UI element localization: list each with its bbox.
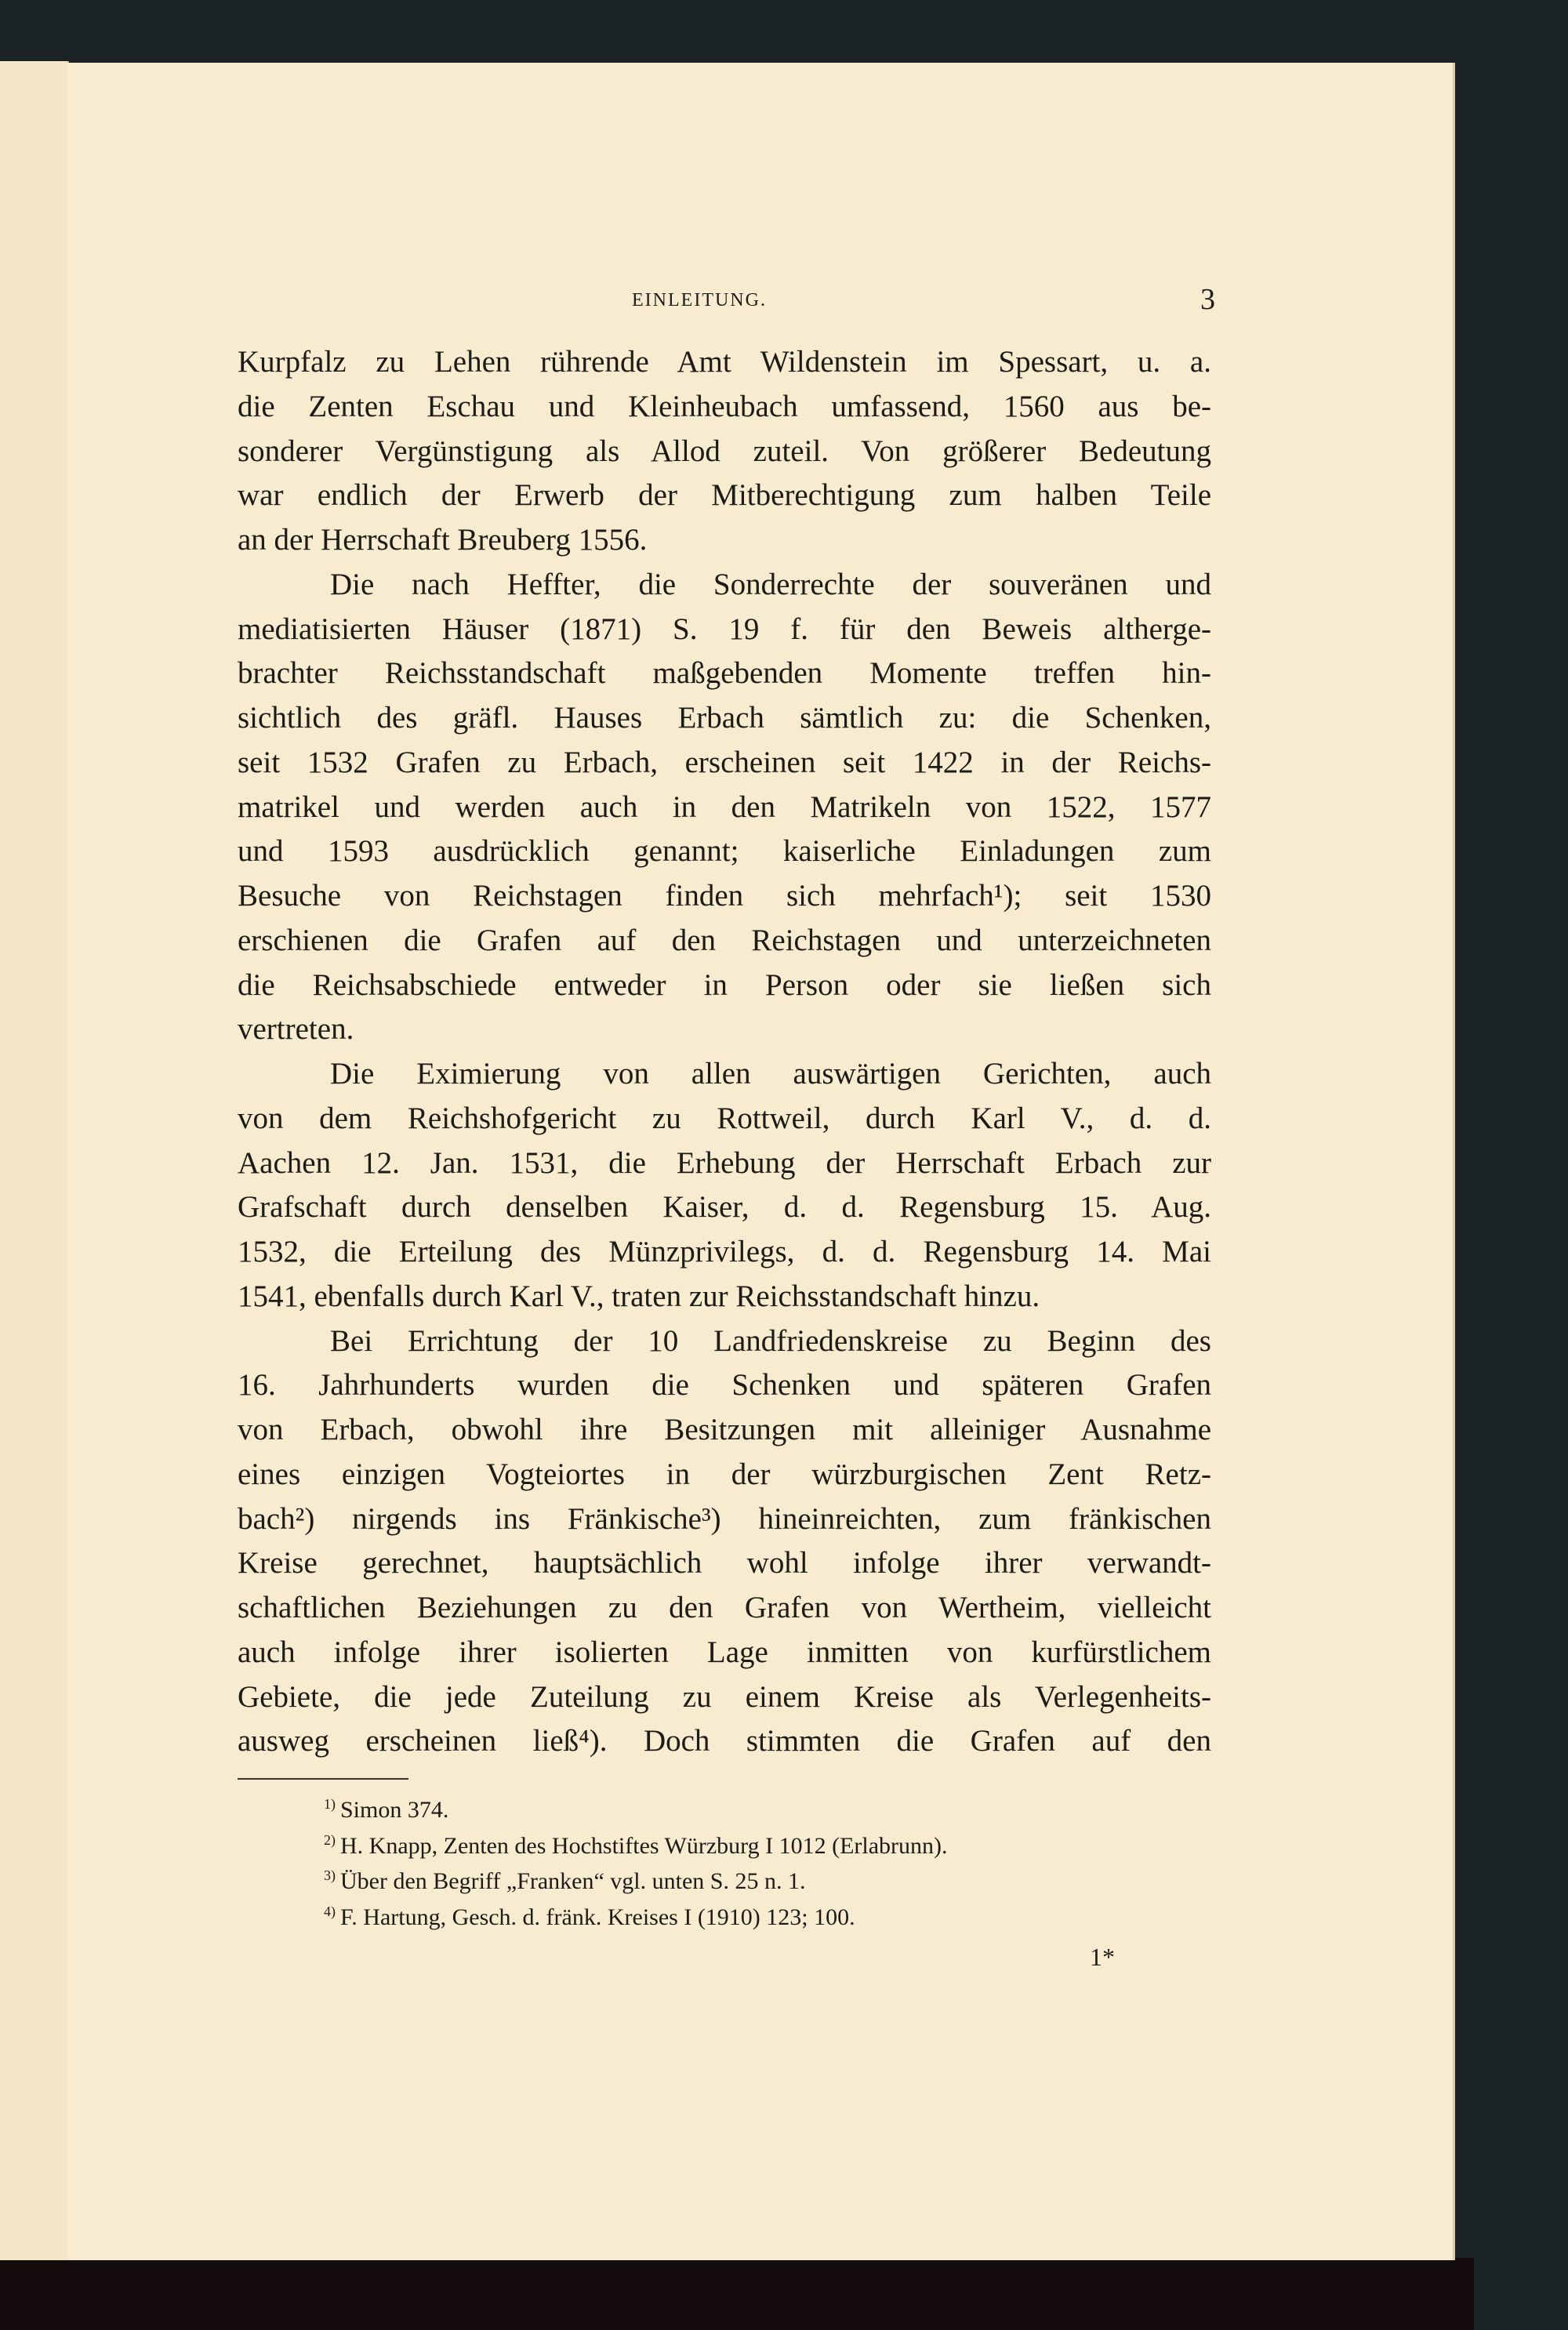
footnote-separator <box>238 1778 408 1780</box>
footnote-mark: 2) <box>324 1831 336 1848</box>
text-line: erschienen die Grafen auf den Reichstagen und unterzeichneten <box>238 923 1211 957</box>
text-line: ausweg erscheinen ließ⁴). Doch stimmten die Grafen auf den <box>238 1724 1211 1758</box>
text-line: eines einzigen Vogteiortes in der würzburgischen Zent Retz- <box>238 1457 1211 1491</box>
page-number: 3 <box>1200 283 1215 316</box>
text-line: auch infolge ihrer isolierten Lage inmitten von kurfürstlichem <box>238 1635 1211 1669</box>
text-line: 1541, ebenfalls durch Karl V., traten zur Reichsstandschaft hinzu. <box>238 1279 1040 1313</box>
text-line: die Reichsabschiede entweder in Person oder sie ließen sich <box>238 967 1211 1002</box>
text-line: die Zenten Eschau und Kleinheubach umfassend, 1560 aus be- <box>238 389 1211 423</box>
footnote-mark: 4) <box>324 1903 336 1919</box>
text-line: Bei Errichtung der 10 Landfriedenskreise zu Beginn des <box>330 1323 1211 1358</box>
text-line: von Erbach, obwohl ihre Besitzungen mit alleiniger Ausnahme <box>238 1413 1211 1446</box>
text-line: von dem Reichshofgericht zu Rottweil, durch Karl V., d. d. <box>238 1101 1211 1135</box>
text-line: matrikel und werden auch in den Matrikeln von 1522, 1577 <box>238 789 1211 824</box>
text-line: Gebiete, die jede Zuteilung zu einem Kreise als Verlegenheits- <box>238 1679 1211 1714</box>
footnote-text: Simon 374. <box>340 1797 449 1823</box>
scanner-background <box>0 2258 1474 2330</box>
text-line: Kurpfalz zu Lehen rührende Amt Wildenstein im Spessart, u. a. <box>238 345 1211 379</box>
footnote <box>324 1828 948 1864</box>
text-line: Aachen 12. Jan. 1531, die Erhebung der Herrschaft Erbach zur <box>238 1145 1211 1180</box>
signature-mark: 1* <box>1090 1943 1115 1971</box>
footnote-mark: 3) <box>324 1867 336 1883</box>
footnote <box>324 1864 805 1900</box>
footnote <box>324 1900 855 1936</box>
facing-page-edge <box>0 61 69 2260</box>
text-line: brachter Reichsstandschaft maßgebenden Momente treffen hin- <box>238 656 1211 691</box>
text-line: Kreise gerechnet, hauptsächlich wohl infolge ihrer verwandt- <box>238 1546 1211 1581</box>
footnote-mark: 1) <box>324 1796 336 1812</box>
running-head: EINLEITUNG. <box>632 290 767 310</box>
text-line: 1532, die Erteilung des Münzprivilegs, d. d. Regensburg 14. Mai <box>238 1235 1211 1268</box>
text-line: bach²) nirgends ins Fränkische³) hineinreichten, zum fränkischen <box>238 1501 1211 1536</box>
text-line: sichtlich des gräfl. Hauses Erbach sämtlich zu: die Schenken, <box>238 701 1211 735</box>
text-line: 16. Jahrhunderts wurden die Schenken und späteren Grafen <box>238 1368 1211 1403</box>
footnote-text: F. Hartung, Gesch. d. fränk. Kreises I (1910) 123; 100. <box>340 1904 855 1930</box>
text-line: mediatisierten Häuser (1871) S. 19 f. für den Beweis altherge- <box>238 612 1211 646</box>
footnote <box>324 1792 448 1828</box>
text-line: sonderer Vergünstigung als Allod zuteil. Von größerer Bedeutung <box>238 434 1211 468</box>
text-line: schaftlichen Beziehungen zu den Grafen von Wertheim, vielleicht <box>238 1591 1211 1624</box>
text-line: Die nach Heffter, die Sonderrechte der souveränen und <box>330 567 1211 601</box>
text-line: seit 1532 Grafen zu Erbach, erscheinen seit 1422 in der Reichs- <box>238 745 1211 779</box>
text-line: war endlich der Erwerb der Mitberechtigung zum halben Teile <box>238 478 1211 513</box>
footnote-text: H. Knapp, Zenten des Hochstiftes Würzburg I 1012 (Erlabrunn). <box>340 1832 948 1859</box>
text-line: an der Herrschaft Breuberg 1556. <box>238 523 648 557</box>
footnote-text: Über den Begriff „Franken“ vgl. unten S. 25 n. 1. <box>340 1868 806 1894</box>
text-line: Grafschaft durch denselben Kaiser, d. d. Regensburg 15. Aug. <box>238 1190 1211 1225</box>
text-line: Besuche von Reichstagen finden sich mehrfach¹); seit 1530 <box>238 879 1211 913</box>
text-line: Die Eximierung von allen auswärtigen Gerichten, auch <box>330 1057 1211 1091</box>
text-line: und 1593 ausdrücklich genannt; kaiserliche Einladungen zum <box>238 834 1211 869</box>
text-line: vertreten. <box>238 1012 354 1047</box>
